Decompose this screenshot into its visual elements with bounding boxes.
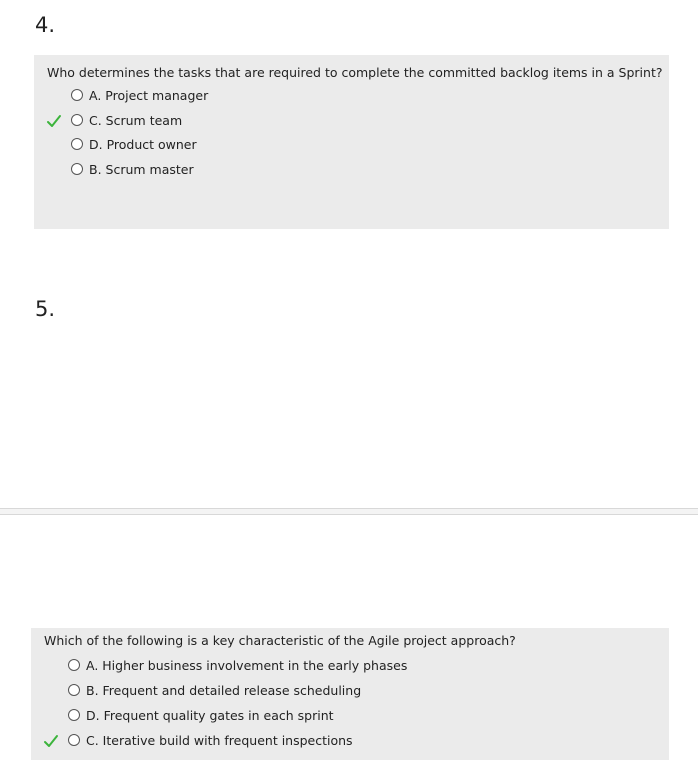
question-5-text: Which of the following is a key characteristic of the Agile project approach? [44, 633, 516, 648]
question-5-box [31, 628, 669, 760]
radio-button[interactable] [71, 89, 83, 101]
radio-button[interactable] [68, 709, 80, 721]
question-5-option-d[interactable] [68, 707, 334, 723]
option-label: A. Higher business involvement in the early phases [86, 657, 408, 673]
radio-button[interactable] [71, 138, 83, 150]
radio-button[interactable] [71, 163, 83, 175]
question-4-option-a[interactable] [71, 87, 208, 103]
radio-button[interactable] [68, 734, 80, 746]
question-4-option-d[interactable] [71, 136, 197, 152]
radio-button[interactable] [71, 114, 83, 126]
page-divider [0, 508, 698, 515]
question-4-option-c[interactable] [71, 112, 182, 128]
radio-button[interactable] [68, 659, 80, 671]
option-label: D. Product owner [89, 136, 197, 152]
option-label: B. Frequent and detailed release scheduling [86, 682, 362, 698]
question-5-option-c[interactable] [68, 732, 353, 748]
question-4-text: Who determines the tasks that are required to complete the committed backlog items in a Sprint? [47, 65, 663, 80]
option-label: C. Iterative build with frequent inspections [86, 732, 353, 748]
question-4-box [34, 55, 669, 229]
question-5-number: 5. [35, 297, 56, 321]
question-5-option-b[interactable] [68, 682, 361, 698]
question-5-option-a[interactable] [68, 657, 407, 673]
radio-button[interactable] [68, 684, 80, 696]
question-4-number: 4. [35, 13, 56, 37]
option-label: A. Project manager [89, 87, 209, 103]
option-label: C. Scrum team [89, 112, 183, 128]
option-label: D. Frequent quality gates in each sprint [86, 707, 334, 723]
question-4-option-b[interactable] [71, 161, 194, 177]
option-label: B. Scrum master [89, 161, 194, 177]
correct-check-icon [46, 113, 62, 129]
correct-check-icon [43, 733, 59, 749]
